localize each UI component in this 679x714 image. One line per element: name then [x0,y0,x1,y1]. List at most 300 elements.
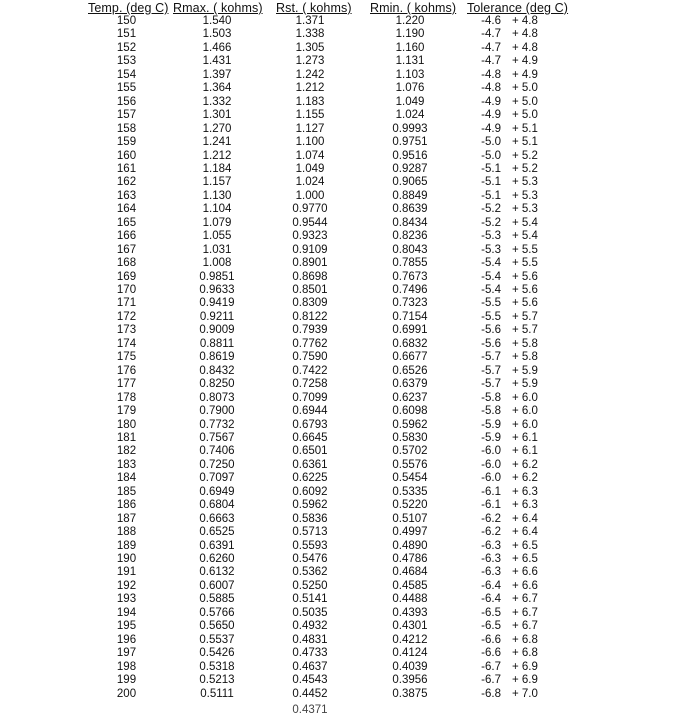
table-row [0,647,679,660]
rst-cell: 0.4637 [292,660,328,673]
temp-cell: 199 [116,674,137,687]
rst-cell: 0.8698 [292,270,328,283]
table-row [0,365,679,378]
rmax-cell: 0.6260 [199,553,235,565]
rst-cell: 0.6225 [292,472,328,485]
tol-minus-cell: -6.1 [481,499,501,512]
rmin-cell: 0.7323 [392,297,428,310]
rst-cell: 0.6501 [292,445,328,458]
temp-cell: 174 [116,337,137,350]
rst-cell: 0.6793 [292,418,328,431]
rst-cell: 1.074 [295,149,325,162]
table-row [0,459,679,472]
rmax-cell: 0.7732 [199,418,235,431]
table-row [0,526,679,539]
tol-plus-cell: + 5.6 [512,284,538,296]
tol-plus-cell: + 5.6 [512,297,538,310]
header-rmax: Rmax. ( kohms) [173,1,263,15]
table-row [0,593,679,606]
rmax-cell: 0.9633 [199,284,235,296]
rmax-cell: 0.8432 [199,364,235,377]
table-row [0,661,679,674]
tol-plus-cell: + 5.3 [512,176,538,189]
table-row [0,163,679,176]
tol-plus-cell: + 7.0 [512,687,538,700]
cutoff-partial-value: 0.4371 [292,704,328,714]
tol-minus-cell: -4.8 [481,82,501,95]
tol-minus-cell: -6.6 [481,633,501,646]
table-row [0,499,679,512]
table-row [0,324,679,337]
rst-cell: 0.4543 [292,674,328,687]
rmin-cell: 0.9993 [392,122,428,135]
table-row [0,96,679,109]
rst-cell: 0.5476 [292,553,328,565]
tol-plus-cell: + 6.7 [512,593,538,606]
rst-cell: 1.371 [295,15,325,27]
temp-cell: 196 [116,633,137,646]
table-row [0,297,679,310]
rmin-cell: 0.9751 [392,136,428,149]
rmax-cell: 1.104 [202,203,232,216]
rst-cell: 0.8309 [292,297,328,310]
rst-cell: 1.305 [295,41,325,54]
tol-minus-cell: -4.9 [481,122,501,135]
rmax-cell: 0.5318 [199,660,235,673]
tol-minus-cell: -6.0 [481,472,501,485]
table-row [0,203,679,216]
rmin-cell: 0.9287 [392,162,428,175]
rmax-cell: 1.364 [202,82,232,95]
rmin-cell: 0.4786 [392,553,428,565]
rmin-cell: 0.6991 [392,324,428,337]
rmax-cell: 1.241 [202,136,232,149]
temp-cell: 180 [116,418,137,431]
tol-plus-cell: + 5.9 [512,378,538,391]
tol-plus-cell: + 5.8 [512,337,538,350]
rst-cell: 1.155 [295,109,325,122]
rst-cell: 0.7762 [292,337,328,350]
rmax-cell: 0.7097 [199,472,235,485]
tol-minus-cell: -5.4 [481,257,501,270]
rmax-cell: 1.270 [202,122,232,135]
temp-cell: 170 [116,284,137,296]
table-row [0,351,679,364]
rmax-cell: 0.5213 [199,674,235,687]
rmax-cell: 0.6804 [199,499,235,512]
rmax-cell: 1.157 [202,176,232,189]
temp-cell: 172 [116,310,137,323]
rst-cell: 0.7939 [292,324,328,337]
rmin-cell: 0.8639 [392,203,428,216]
tol-plus-cell: + 6.7 [512,606,538,619]
table-row [0,82,679,95]
rst-cell: 0.4831 [292,633,328,646]
rst-cell: 1.338 [295,28,325,41]
header-temp: Temp. (deg C) [88,1,169,15]
tol-minus-cell: -4.6 [481,15,501,27]
temp-cell: 175 [116,351,137,364]
tol-minus-cell: -5.3 [481,230,501,243]
tol-plus-cell: + 6.4 [512,512,538,525]
table-row [0,566,679,579]
temp-cell: 186 [116,499,137,512]
table-row [0,405,679,418]
rmax-cell: 0.5537 [199,633,235,646]
temp-cell: 163 [116,189,137,202]
rmax-cell: 0.5885 [199,593,235,606]
tol-minus-cell: -5.9 [481,418,501,431]
rmin-cell: 0.5220 [392,499,428,512]
rmax-cell: 1.431 [202,55,232,68]
tol-minus-cell: -6.1 [481,485,501,498]
rmin-cell: 0.5335 [392,485,428,498]
table-row [0,580,679,593]
rst-cell: 0.4452 [292,687,328,700]
tol-minus-cell: -6.0 [481,445,501,458]
temp-cell: 161 [116,162,137,175]
rst-cell: 0.5713 [292,526,328,539]
table-row [0,378,679,391]
table-row [0,472,679,485]
rmin-cell: 0.4488 [392,593,428,606]
tol-plus-cell: + 5.3 [512,189,538,202]
rmin-cell: 0.8236 [392,230,428,243]
rst-cell: 1.000 [295,189,325,202]
temp-cell: 156 [116,95,137,108]
table-row [0,607,679,620]
rst-cell: 0.6361 [292,458,328,471]
temp-cell: 197 [116,647,137,660]
rmax-cell: 1.184 [202,162,232,175]
temp-cell: 191 [116,566,137,579]
temp-cell: 162 [116,176,137,189]
rmin-cell: 0.6526 [392,364,428,377]
tol-minus-cell: -5.1 [481,189,501,202]
tol-minus-cell: -5.7 [481,351,501,364]
table-row [0,392,679,405]
rmin-cell: 1.076 [395,82,425,95]
rmax-cell: 0.9211 [199,310,235,323]
table-row [0,271,679,284]
table-row [0,123,679,136]
tol-minus-cell: -6.7 [481,674,501,687]
tol-plus-cell: + 5.7 [512,310,538,323]
temp-cell: 154 [116,68,137,81]
tol-plus-cell: + 5.1 [512,122,538,135]
tol-minus-cell: -5.4 [481,284,501,296]
rst-cell: 1.024 [295,176,325,189]
rmax-cell: 0.7250 [199,458,235,471]
table-row [0,540,679,553]
tol-minus-cell: -6.5 [481,606,501,619]
temp-cell: 176 [116,364,137,377]
tol-minus-cell: -4.7 [481,55,501,68]
rmin-cell: 0.4124 [392,647,428,660]
tol-plus-cell: + 6.0 [512,405,538,418]
temp-cell: 190 [116,553,137,565]
temp-cell: 183 [116,458,137,471]
table-row [0,69,679,82]
rmin-cell: 0.4684 [392,566,428,579]
tol-plus-cell: + 6.3 [512,485,538,498]
rst-cell: 1.273 [295,55,325,68]
rst-cell: 1.242 [295,68,325,81]
table-row [0,150,679,163]
temp-cell: 188 [116,526,137,539]
temp-cell: 157 [116,109,137,122]
rmax-cell: 1.301 [202,109,232,122]
rmin-cell: 0.7496 [392,284,428,296]
rmin-cell: 0.7673 [392,270,428,283]
rmax-cell: 0.8619 [199,351,235,364]
rmax-cell: 1.503 [202,28,232,41]
tol-plus-cell: + 6.0 [512,418,538,431]
rst-cell: 1.100 [295,136,325,149]
rmin-cell: 0.5454 [392,472,428,485]
table-row [0,55,679,68]
rmax-cell: 0.5426 [199,647,235,660]
tol-minus-cell: -4.9 [481,95,501,108]
tol-plus-cell: + 6.2 [512,458,538,471]
rst-cell: 0.9323 [292,230,328,243]
tol-minus-cell: -6.4 [481,593,501,606]
table-row [0,230,679,243]
rmax-cell: 1.031 [202,243,232,256]
rst-cell: 0.8901 [292,257,328,270]
rmax-cell: 0.7406 [199,445,235,458]
temp-cell: 198 [116,660,137,673]
rmin-cell: 0.8043 [392,243,428,256]
tol-minus-cell: -5.1 [481,162,501,175]
temp-cell: 166 [116,230,137,243]
rst-cell: 0.9544 [292,216,328,229]
rmin-cell: 0.8849 [392,189,428,202]
rst-cell: 1.183 [295,95,325,108]
temp-cell: 177 [116,378,137,391]
table-row [0,338,679,351]
rmax-cell: 0.6525 [199,526,235,539]
tol-plus-cell: + 4.9 [512,68,538,81]
rmin-cell: 0.5576 [392,458,428,471]
rmin-cell: 0.4393 [392,606,428,619]
tol-minus-cell: -5.2 [481,203,501,216]
tol-plus-cell: + 6.5 [512,539,538,552]
rst-cell: 0.7590 [292,351,328,364]
tol-minus-cell: -5.9 [481,431,501,444]
tol-plus-cell: + 5.0 [512,82,538,95]
tol-minus-cell: -5.7 [481,364,501,377]
table-row [0,620,679,633]
tol-minus-cell: -5.5 [481,297,501,310]
tol-plus-cell: + 6.5 [512,553,538,565]
tol-plus-cell: + 5.4 [512,216,538,229]
rmin-cell: 0.4585 [392,579,428,592]
rmin-cell: 0.9516 [392,149,428,162]
tol-plus-cell: + 6.0 [512,391,538,404]
temp-cell: 155 [116,82,137,95]
tol-minus-cell: -6.3 [481,553,501,565]
tol-minus-cell: -6.3 [481,566,501,579]
rmin-cell: 0.4212 [392,633,428,646]
tol-plus-cell: + 6.6 [512,579,538,592]
table-row [0,176,679,189]
tol-minus-cell: -6.5 [481,620,501,633]
tol-minus-cell: -4.7 [481,28,501,41]
rst-cell: 0.6092 [292,485,328,498]
tol-minus-cell: -5.2 [481,216,501,229]
rmax-cell: 0.7900 [199,405,235,418]
temp-cell: 151 [116,28,137,41]
temp-cell: 168 [116,257,137,270]
header-tolerance: Tolerance (deg C) [467,1,569,15]
table-row [0,257,679,270]
table-row [0,28,679,41]
tol-minus-cell: -6.4 [481,579,501,592]
tol-plus-cell: + 5.0 [512,95,538,108]
rst-cell: 0.6645 [292,431,328,444]
tol-plus-cell: + 5.9 [512,364,538,377]
tol-plus-cell: + 6.9 [512,674,538,687]
rmax-cell: 0.6663 [199,512,235,525]
table-row [0,634,679,647]
rmin-cell: 1.024 [395,109,425,122]
tol-minus-cell: -6.6 [481,647,501,660]
rst-cell: 0.5362 [292,566,328,579]
rmin-cell: 1.220 [395,15,425,27]
rmax-cell: 1.055 [202,230,232,243]
temp-cell: 160 [116,149,137,162]
rmax-cell: 1.008 [202,257,232,270]
rmax-cell: 0.5766 [199,606,235,619]
temp-cell: 181 [116,431,137,444]
table-row [0,445,679,458]
rmin-cell: 0.6379 [392,378,428,391]
tol-plus-cell: + 5.4 [512,230,538,243]
rmin-cell: 1.190 [395,28,425,41]
rmax-cell: 0.8073 [199,391,235,404]
table-row [0,217,679,230]
table-row [0,136,679,149]
tol-plus-cell: + 6.4 [512,526,538,539]
tol-plus-cell: + 4.8 [512,15,538,27]
temp-cell: 164 [116,203,137,216]
table-row [0,513,679,526]
rmin-cell: 0.8434 [392,216,428,229]
tol-minus-cell: -6.2 [481,526,501,539]
temp-cell: 200 [116,687,137,700]
rmin-cell: 0.5962 [392,418,428,431]
rst-cell: 0.5250 [292,579,328,592]
temp-cell: 187 [116,512,137,525]
tol-minus-cell: -4.8 [481,68,501,81]
tol-minus-cell: -6.3 [481,539,501,552]
rmin-cell: 1.131 [395,55,425,68]
rst-cell: 1.127 [295,122,325,135]
rmax-cell: 1.079 [202,216,232,229]
tol-minus-cell: -5.6 [481,337,501,350]
tol-minus-cell: -4.7 [481,41,501,54]
rmin-cell: 0.3875 [392,687,428,700]
tol-plus-cell: + 6.7 [512,620,538,633]
tol-minus-cell: -5.1 [481,176,501,189]
tol-plus-cell: + 5.5 [512,243,538,256]
temp-cell: 178 [116,391,137,404]
rst-cell: 0.8501 [292,284,328,296]
tol-plus-cell: + 6.9 [512,660,538,673]
rmax-cell: 1.466 [202,41,232,54]
tol-minus-cell: -5.4 [481,270,501,283]
temp-cell: 171 [116,297,137,310]
rmin-cell: 0.5702 [392,445,428,458]
tol-minus-cell: -5.8 [481,405,501,418]
tol-plus-cell: + 6.2 [512,472,538,485]
rmin-cell: 0.6832 [392,337,428,350]
tol-plus-cell: + 5.6 [512,270,538,283]
temp-cell: 182 [116,445,137,458]
tol-plus-cell: + 5.3 [512,203,538,216]
rmin-cell: 0.6098 [392,405,428,418]
table-row [0,688,679,701]
rst-cell: 0.5035 [292,606,328,619]
tol-plus-cell: + 5.7 [512,324,538,337]
tol-plus-cell: + 4.8 [512,41,538,54]
rst-cell: 0.9109 [292,243,328,256]
tol-plus-cell: + 6.8 [512,647,538,660]
temp-cell: 189 [116,539,137,552]
tol-minus-cell: -4.9 [481,109,501,122]
rst-cell: 0.5593 [292,539,328,552]
table-row [0,419,679,432]
rst-cell: 0.5962 [292,499,328,512]
rst-cell: 0.7422 [292,364,328,377]
tol-plus-cell: + 5.8 [512,351,538,364]
tol-minus-cell: -5.0 [481,136,501,149]
table-row [0,190,679,203]
rmin-cell: 0.4997 [392,526,428,539]
rmin-cell: 0.5107 [392,512,428,525]
tol-minus-cell: -5.7 [481,378,501,391]
rst-cell: 0.8122 [292,310,328,323]
tol-minus-cell: -6.2 [481,512,501,525]
tol-minus-cell: -6.7 [481,660,501,673]
temp-cell: 179 [116,405,137,418]
table-row [0,553,679,566]
tol-plus-cell: + 6.1 [512,431,538,444]
temp-cell: 194 [116,606,137,619]
table-row [0,284,679,297]
temp-cell: 158 [116,122,137,135]
tol-minus-cell: -6.0 [481,458,501,471]
rst-cell: 0.5836 [292,512,328,525]
rmin-cell: 1.049 [395,95,425,108]
rmax-cell: 0.5111 [200,687,234,700]
temp-cell: 185 [116,485,137,498]
rmax-cell: 0.6949 [199,485,235,498]
temp-cell: 152 [116,41,137,54]
rmin-cell: 0.7855 [392,257,428,270]
rmax-cell: 1.332 [202,95,232,108]
tol-minus-cell: -5.8 [481,391,501,404]
tol-minus-cell: -6.8 [481,687,501,700]
rmin-cell: 0.7154 [392,310,428,323]
rmax-cell: 1.130 [202,189,232,202]
rst-cell: 0.9770 [292,203,328,216]
table-row [0,486,679,499]
rmax-cell: 0.6007 [199,579,235,592]
tol-plus-cell: + 5.1 [512,136,538,149]
rmax-cell: 0.9419 [199,297,235,310]
